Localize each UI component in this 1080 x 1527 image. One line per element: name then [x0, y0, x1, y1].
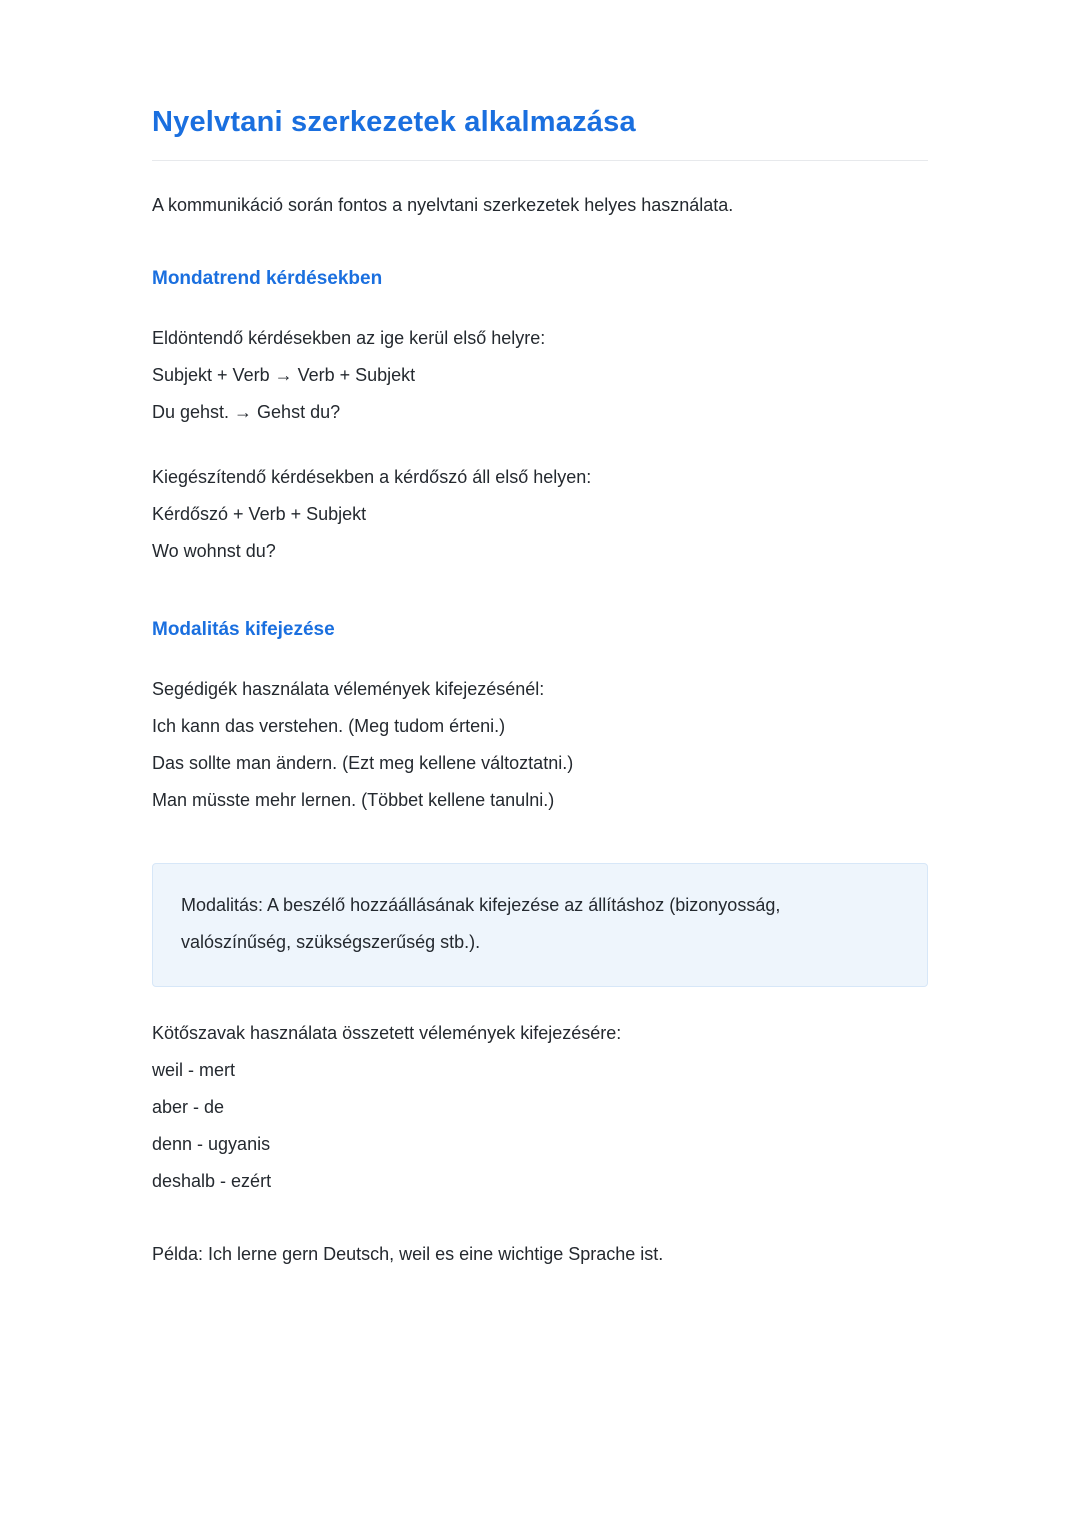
text-line: denn - ugyanis	[152, 1133, 271, 1154]
text-line: Eldöntendő kérdésekben az ige kerül első helyre:	[152, 327, 546, 348]
text-line: Du gehst. → Gehst du?	[152, 401, 341, 422]
title-divider	[152, 160, 928, 161]
text-line: Segédigék használata vélemények kifejezésénél:	[152, 678, 545, 699]
paragraph-yesno-questions	[152, 320, 928, 431]
page-title: Nyelvtani szerkezetek alkalmazása	[152, 106, 636, 138]
text-line: Kiegészítendő kérdésekben a kérdőszó áll első helyen:	[152, 466, 592, 487]
text-line: aber - de	[152, 1096, 225, 1117]
text-line: Das sollte man ändern. (Ezt meg kellene változtatni.)	[152, 752, 574, 773]
text-line: weil - mert	[152, 1059, 236, 1080]
paragraph-wh-questions	[152, 459, 928, 570]
section-heading-modality: Modalitás kifejezése	[152, 618, 335, 640]
example-sentence: Példa: Ich lerne gern Deutsch, weil es eine wichtige Sprache ist.	[152, 1243, 664, 1264]
text-line: Wo wohnst du?	[152, 540, 276, 561]
paragraph-conjunctions	[152, 1015, 928, 1200]
intro-paragraph: A kommunikáció során fontos a nyelvtani szerkezetek helyes használata.	[152, 195, 734, 216]
text-line: Kérdőszó + Verb + Subjekt	[152, 503, 367, 524]
callout-box	[152, 863, 928, 987]
text-line: Subjekt + Verb → Verb + Subjekt	[152, 364, 416, 385]
text-line: deshalb - ezért	[152, 1170, 272, 1191]
callout-text: Modalitás: A beszélő hozzáállásának kifejezése az állításhoz (bizonyosság, valószínűség, szükségszerűség stb.).	[181, 894, 781, 952]
text-line: Ich kann das verstehen. (Meg tudom érteni.)	[152, 715, 506, 736]
section-heading-word-order: Mondatrend kérdésekben	[152, 268, 383, 290]
paragraph-modal-verbs	[152, 671, 928, 819]
text-line: Kötőszavak használata összetett vélemények kifejezésére:	[152, 1022, 622, 1043]
text-line: Man müsste mehr lernen. (Többet kellene tanulni.)	[152, 789, 555, 810]
